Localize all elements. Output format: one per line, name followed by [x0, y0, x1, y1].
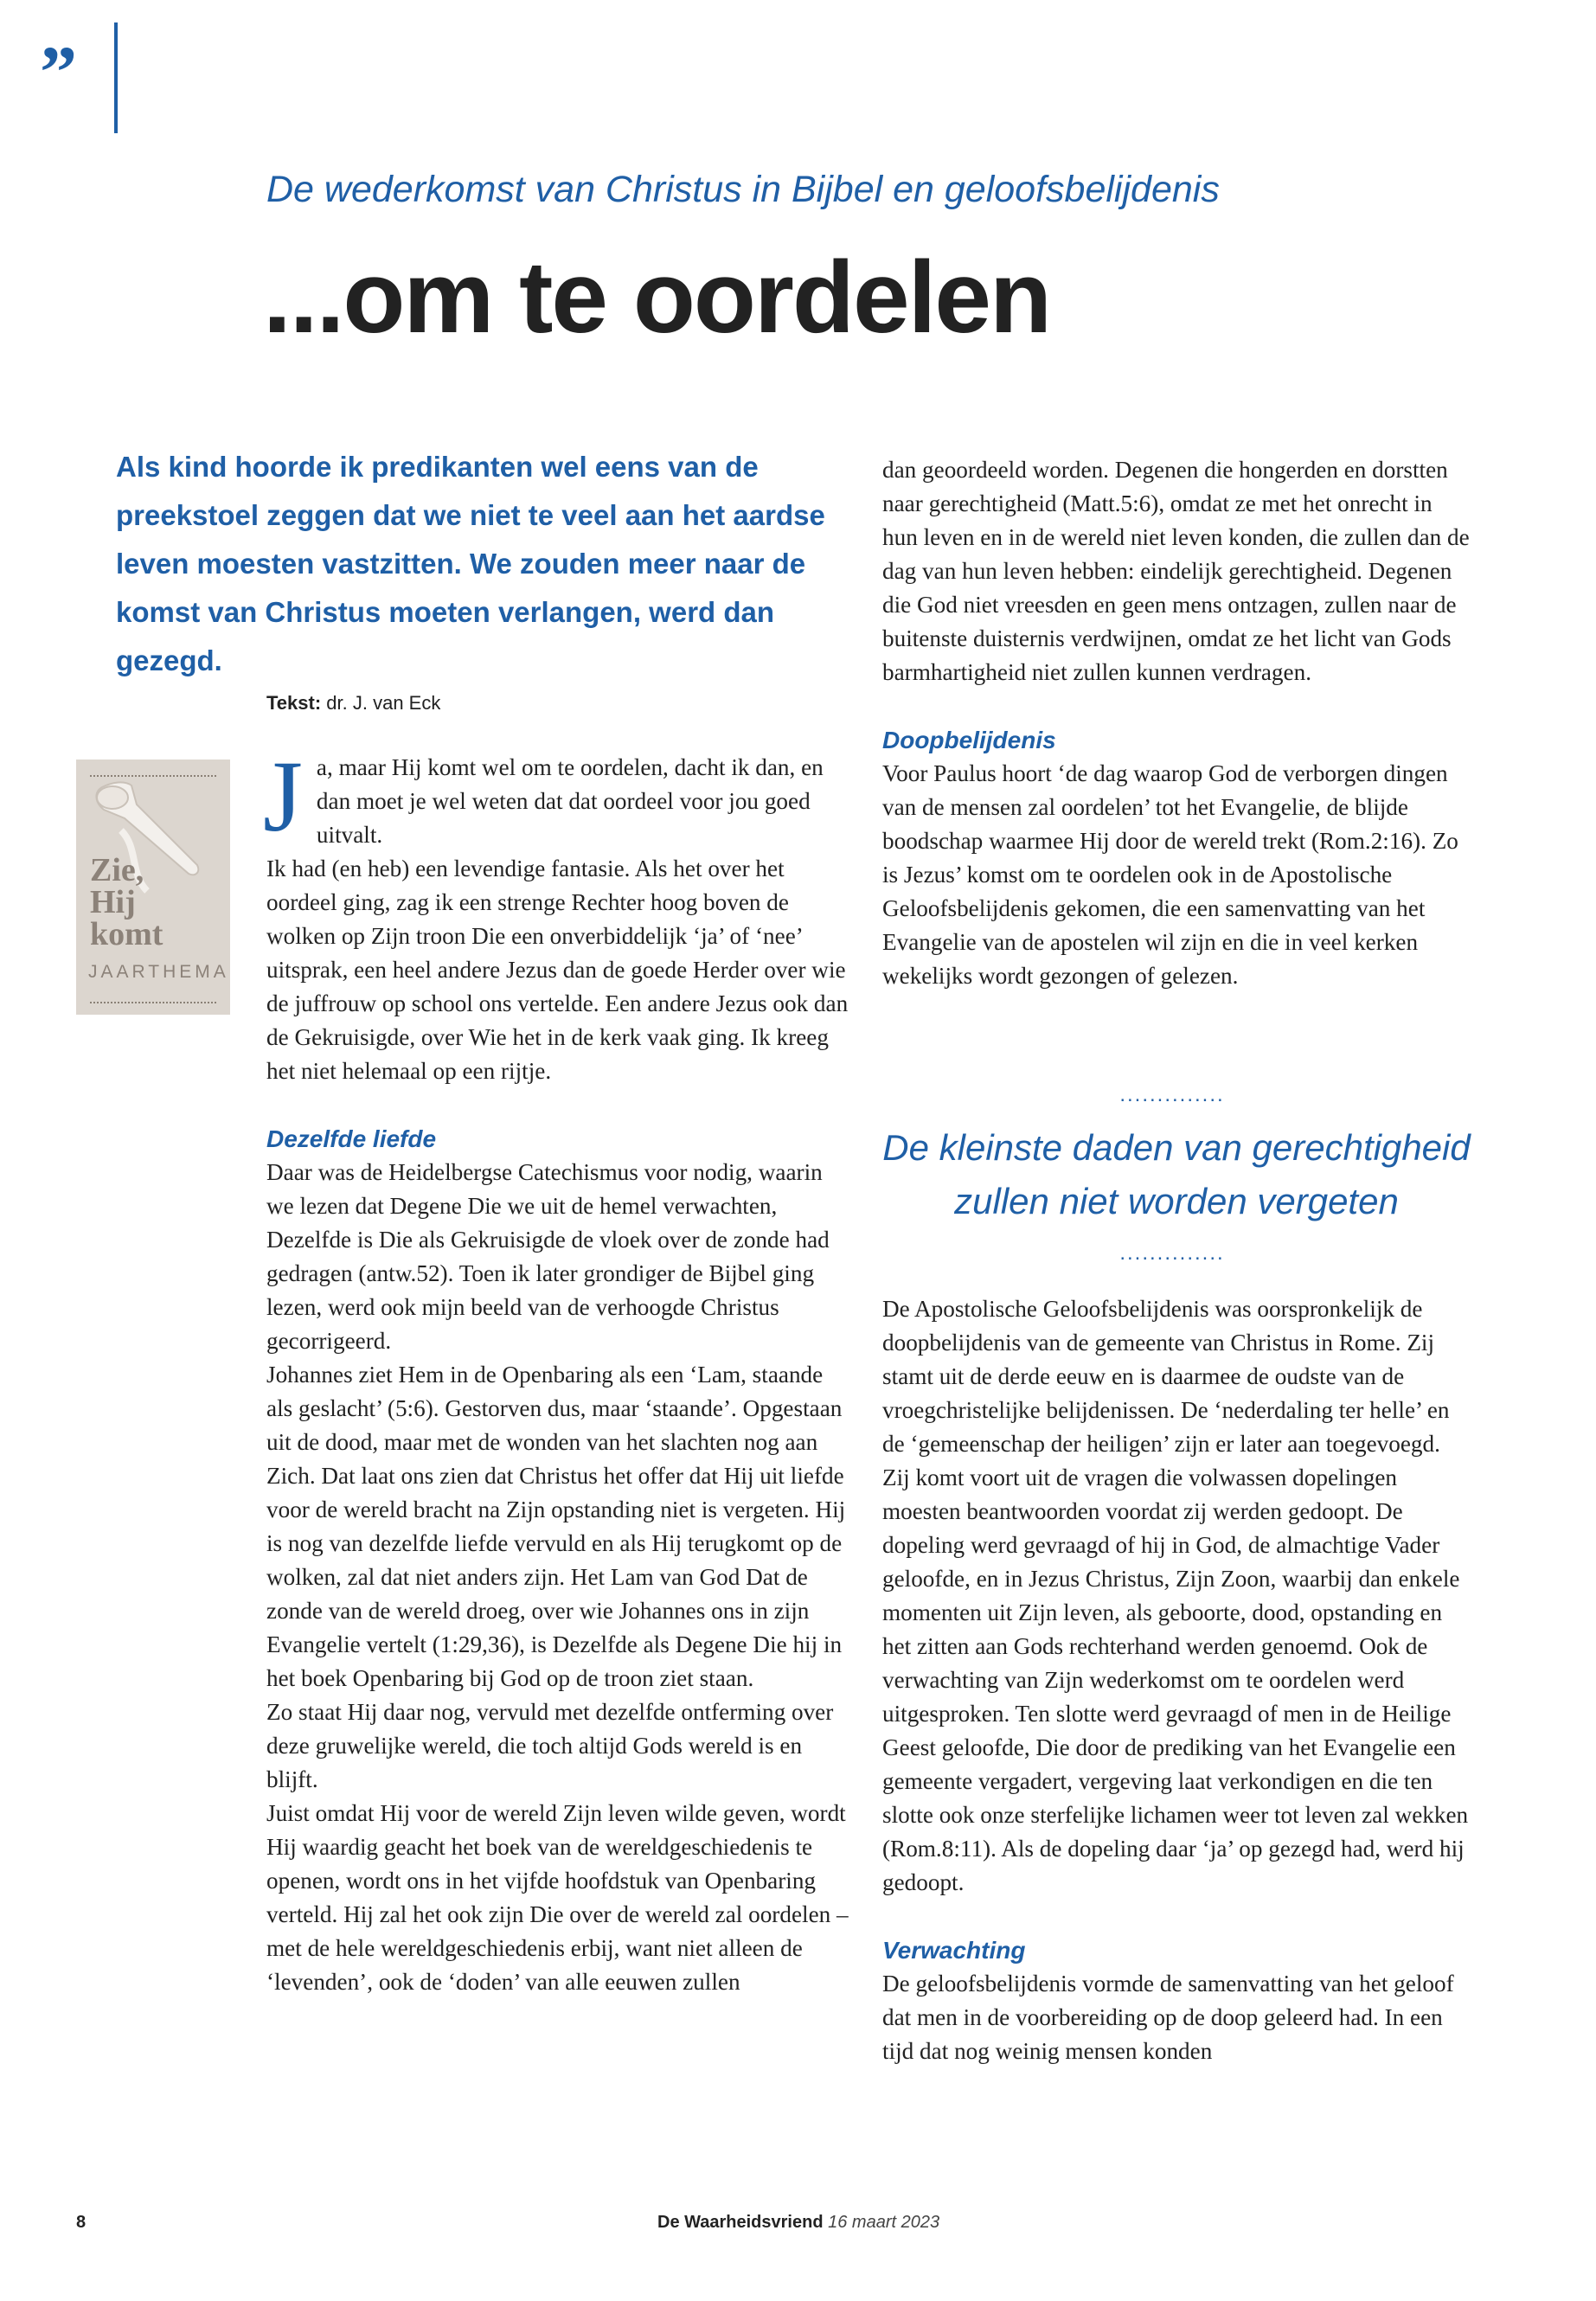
page-number: 8: [76, 2213, 87, 2232]
paragraph: Ik had (en heb) een levendige fantasie. Als het over het oordeel ging, zag ik een strenge Rechter hoog boven de wolken op Zijn troon Die een onverbiddelijk ‘ja’ of ‘nee’ uitsprak, een heel andere Jezus dan de goede Herder over wie de juffrouw op school ons vertelde. Een andere Jezus ook dan de Gekruisigde, over Wie het in de kerk vaak ging. Ik kreeg het niet helemaal op een rijtje.: [266, 856, 849, 1084]
article-intro: Als kind hoorde ik predikanten wel eens van de preekstoel zeggen dat we niet te veel aan het aardse leven moesten vastzitten. We zouden meer naar de komst van Christus moeten verlangen, werd dan gezegd.: [116, 451, 825, 676]
paragraph: Johannes ziet Hem in de Openbaring als een ‘Lam, staande als geslacht’ (5:6). Gestorven dus, maar ‘staande’. Opgestaan uit de dood, maar met de wonden van het slachten nog aan Zich. Dat laat ons zien dat Christus het offer dat Hij uit liefde voor de wereld bracht na Zijn opstanding niet is vergeten. Hij is nog van dezelfde liefde vervuld en als Hij terugkomt op de wolken, zal dat niet anders zijn. Het Lam van God Dat de zonde van de wereld droeg, over wie Johannes ons in zijn Evangelie vertelt (1:29,36), is Dezelfde als Degene Die hij in het boek Openbaring bij God op de troon ziet staan.: [266, 1362, 846, 1691]
author-line: [266, 692, 785, 715]
column-right-top: [882, 453, 1471, 993]
paragraph: Voor Paulus hoort ‘de dag waarop God de verborgen dingen van de mensen zal oordelen’ tot het Evangelie, de blijde boodschap waarmee Hij door de wereld trekt (Rom.2:16). Zo is Jezus’ komst om te oordelen ook in de Apostolische Geloofsbelijdenis gekomen, die een samenvatting van het Evangelie van de apostelen wil zijn en die in veel kerken wekelijks wordt gezongen of gelezen.: [882, 760, 1458, 989]
paragraph: [263, 740, 855, 853]
theme-title: [90, 852, 228, 952]
quote-mark-icon: ”: [40, 30, 77, 113]
publication-date: 16 maart 2023: [828, 2213, 940, 2232]
paragraph: Zo staat Hij daar nog, vervuld met dezelfde ontferming over deze gruwelijke wereld, die toch altijd Gods wereld is en blijft.: [266, 1699, 834, 1792]
paragraph: De Apostolische Geloofsbelijdenis was oorspronkelijk de doopbelijdenis van de gemeente van Christus in Rome. Zij stamt uit de derde eeuw en is daarmee de oudste van de vroegchristelijke belijdenissen. De ‘nederdaling ter helle’ en de ‘gemeenschap der heiligen’ zijn er later aan toegevoegd.: [882, 1296, 1450, 1457]
paragraph: Zij komt voort uit de vragen die volwassen dopelingen moesten beantwoorden voordat zij werden gedoopt. De dopeling werd gevraagd of hij in God, de almachtige Vader geloofde, en in Jezus Christus, Zijn Zoon, waarbij dan enkele momenten uit Zijn leven, als geboorte, dood, opstanding en het zitten aan Gods rechterhand werden genoemd. Ook de verwachting van Zijn wederkomst om te oordelen werd uitgesproken. Ten slotte werd gevraagd of men in de Heilige Geest geloofde, Die door de prediking van het Evangelie een gemeente vergadert, vergeving laat verkondigen en die ten slotte ook onze sterfelijke lichamen weer tot leven zal wekken (Rom.8:11). Als de dopeling daar ‘ja’ op gezegd had, werd hij gedoopt.: [882, 1465, 1469, 1895]
column-right-bottom: [882, 1292, 1471, 2068]
drop-cap: J: [263, 740, 303, 853]
paragraph: Daar was de Heidelbergse Catechismus voor nodig, waarin we lezen dat Degene Die we uit de hemel verwachten, Dezelfde is Die als Gekruisigde de vloek over de zonde had gedragen (antw.52). Toen ik later grondiger de Bijbel ging lezen, werd ook mijn beeld van de verhoogde Christus gecorrigeerd.: [266, 1159, 830, 1354]
article-kicker: De wederkomst van Christus in Bijbel en geloofsbelijdenis: [266, 169, 1220, 210]
theme-label: JAARTHEMA: [88, 962, 229, 982]
publication-name: De Waarheidsvriend: [657, 2213, 824, 2232]
article-title: ...om te oordelen: [263, 240, 1051, 355]
theme-divider-top: [90, 775, 216, 777]
pullquote-dots-bottom: ..............: [1119, 1241, 1225, 1265]
theme-title-line: Zie,: [90, 852, 144, 888]
paragraph-text: a, maar Hij komt wel om te oordelen, dacht ik dan, en dan moet je wel weten dat dat oordeel voor jou goed uitvalt.: [316, 754, 824, 848]
paragraph: De geloofsbelijdenis vormde de samenvatting van het geloof dat men in de voorbereiding op de doop geleerd had. In een tijd dat nog weinig mensen konden: [882, 1971, 1454, 2064]
subheading: Doopbelijdenis: [882, 727, 1056, 753]
paragraph: Juist omdat Hij voor de wereld Zijn leven wilde geven, wordt Hij waardig geacht het boek van de wereldgeschiedenis te openen, wordt ons in het vijfde hoofdstuk van Openbaring verteld. Hij zal het ook zijn Die over de wereld zal oordelen – met de hele wereldgeschiedenis erbij, want niet alleen de ‘levenden’, ook de ‘doden’ van alle eeuwen zullen: [266, 1800, 849, 1995]
author-name: dr. J. van Eck: [326, 692, 441, 714]
theme-title-line: Hij: [90, 884, 136, 920]
subheading: Verwachting: [882, 1937, 1026, 1964]
paragraph: dan geoordeeld worden. Degenen die hongerden en dorstten naar gerechtigheid (Matt.5:6), omdat ze met het onrecht in hun leven en in de wereld niet leven konden, die zullen dan de dag van hun leven hebben: eindelijk gerechtigheid. Degenen die God niet vreesden en geen mens ontzagen, zullen naar de buitenste duisternis verdwijnen, omdat ze het licht van Gods barmhartigheid niet zullen kunnen verdragen.: [882, 457, 1470, 685]
column-left: [263, 740, 855, 1999]
pullquote: De kleinste daden van gerechtigheid zullen niet worden vergeten: [882, 1127, 1471, 1221]
theme-divider-bottom: [90, 1002, 216, 1003]
pullquote-dots-top: ..............: [1119, 1083, 1225, 1106]
theme-title-line: komt: [90, 916, 163, 952]
subheading: Dezelfde liefde: [266, 1125, 437, 1152]
header-rule: [114, 22, 118, 133]
author-label: Tekst:: [266, 692, 322, 714]
footer-publication: [657, 2213, 1090, 2233]
